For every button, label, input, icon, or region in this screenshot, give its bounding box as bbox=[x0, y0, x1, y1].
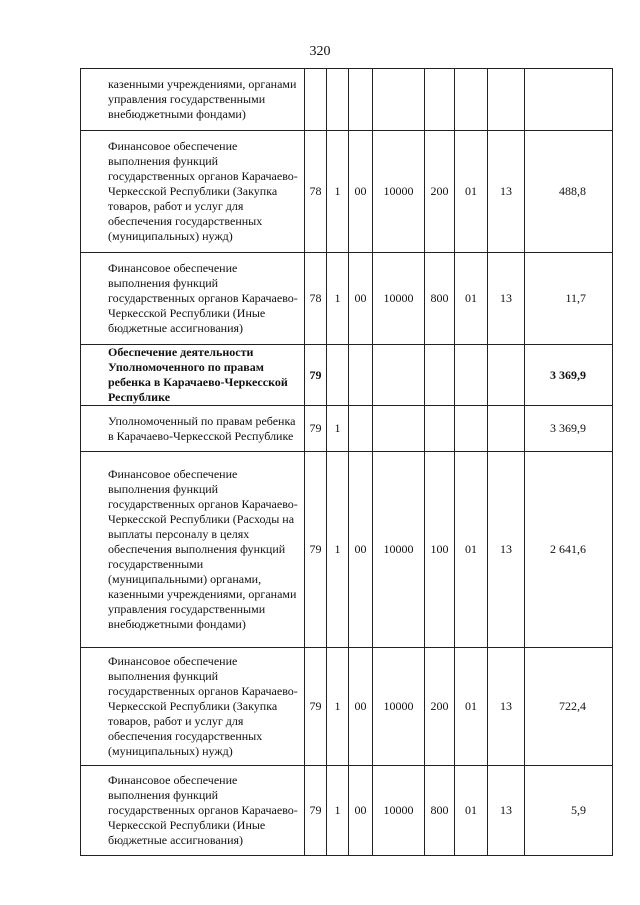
cell-name: Финансовое обеспечение выполнения функций государственных органов Карачаево-Черкесской Республики (Иные бюджетные ассигнования) bbox=[81, 766, 305, 856]
cell-cs: 10000 bbox=[373, 253, 425, 345]
cell-sub2: 00 bbox=[349, 766, 373, 856]
cell-cs bbox=[373, 345, 425, 406]
cell-cs: 10000 bbox=[373, 766, 425, 856]
cell-rz: 01 bbox=[455, 131, 488, 253]
table-row bbox=[81, 648, 613, 766]
cell-vr: 200 bbox=[425, 131, 455, 253]
cell-amount: 5,9 bbox=[525, 766, 613, 856]
cell-vr: 800 bbox=[425, 766, 455, 856]
cell-sub: 1 bbox=[327, 452, 349, 648]
cell-code: 78 bbox=[305, 131, 327, 253]
cell-pr: 13 bbox=[488, 253, 525, 345]
cell-sub bbox=[327, 345, 349, 406]
cell-code bbox=[305, 69, 327, 131]
cell-amount: 11,7 bbox=[525, 253, 613, 345]
table-row bbox=[81, 69, 613, 131]
cell-vr: 800 bbox=[425, 253, 455, 345]
cell-amount: 3 369,9 bbox=[525, 406, 613, 452]
cell-code: 79 bbox=[305, 345, 327, 406]
cell-pr bbox=[488, 345, 525, 406]
cell-sub2 bbox=[349, 69, 373, 131]
cell-vr bbox=[425, 345, 455, 406]
cell-rz: 01 bbox=[455, 648, 488, 766]
table-row bbox=[81, 766, 613, 856]
cell-name: казенными учреждениями, органами управления государственными внебюджетными фондами) bbox=[81, 69, 305, 131]
cell-amount bbox=[525, 69, 613, 131]
cell-sub2: 00 bbox=[349, 253, 373, 345]
cell-pr bbox=[488, 406, 525, 452]
cell-pr bbox=[488, 69, 525, 131]
cell-amount: 2 641,6 bbox=[525, 452, 613, 648]
table-row bbox=[81, 406, 613, 452]
cell-code: 79 bbox=[305, 406, 327, 452]
cell-sub2: 00 bbox=[349, 131, 373, 253]
cell-rz bbox=[455, 345, 488, 406]
cell-name: Обеспечение деятельности Уполномоченного по правам ребенка в Карачаево-Черкесской Республике bbox=[81, 345, 305, 406]
cell-sub: 1 bbox=[327, 131, 349, 253]
cell-sub: 1 bbox=[327, 253, 349, 345]
cell-vr bbox=[425, 406, 455, 452]
cell-vr: 200 bbox=[425, 648, 455, 766]
cell-pr: 13 bbox=[488, 766, 525, 856]
cell-cs bbox=[373, 69, 425, 131]
table-row bbox=[81, 131, 613, 253]
cell-sub2 bbox=[349, 406, 373, 452]
cell-cs bbox=[373, 406, 425, 452]
cell-rz bbox=[455, 69, 488, 131]
cell-name: Финансовое обеспечение выполнения функций государственных органов Карачаево-Черкесской Республики (Закупка товаров, работ и услуг для обеспечения государственных (муниципальных) нужд) bbox=[81, 131, 305, 253]
cell-rz: 01 bbox=[455, 766, 488, 856]
cell-name: Финансовое обеспечение выполнения функций государственных органов Карачаево-Черкесской Республики (Закупка товаров, работ и услуг для обеспечения государственных (муниципальных) нужд) bbox=[81, 648, 305, 766]
cell-cs: 10000 bbox=[373, 648, 425, 766]
cell-pr: 13 bbox=[488, 131, 525, 253]
cell-cs: 10000 bbox=[373, 131, 425, 253]
table-row bbox=[81, 345, 613, 406]
cell-sub: 1 bbox=[327, 766, 349, 856]
cell-amount: 3 369,9 bbox=[525, 345, 613, 406]
cell-sub bbox=[327, 69, 349, 131]
cell-vr bbox=[425, 69, 455, 131]
cell-name: Уполномоченный по правам ребенка в Карачаево-Черкесской Республике bbox=[81, 406, 305, 452]
cell-code: 79 bbox=[305, 766, 327, 856]
cell-pr: 13 bbox=[488, 648, 525, 766]
cell-code: 79 bbox=[305, 452, 327, 648]
cell-sub2 bbox=[349, 345, 373, 406]
cell-rz bbox=[455, 406, 488, 452]
cell-cs: 10000 bbox=[373, 452, 425, 648]
cell-name: Финансовое обеспечение выполнения функций государственных органов Карачаево-Черкесской Республики (Иные бюджетные ассигнования) bbox=[81, 253, 305, 345]
cell-sub2: 00 bbox=[349, 452, 373, 648]
page-number: 320 bbox=[309, 44, 331, 59]
cell-sub: 1 bbox=[327, 406, 349, 452]
cell-name: Финансовое обеспечение выполнения функций государственных органов Карачаево-Черкесской Республики (Расходы на выплаты персоналу в целях обеспечения выполнения функций государственными (муниципальными) органами, казенными учреждениями, органами управления государственными внебюджетными фондами) bbox=[81, 452, 305, 648]
cell-rz: 01 bbox=[455, 253, 488, 345]
cell-sub2: 00 bbox=[349, 648, 373, 766]
cell-sub: 1 bbox=[327, 648, 349, 766]
table-row bbox=[81, 452, 613, 648]
budget-table bbox=[80, 68, 613, 856]
table-row bbox=[81, 253, 613, 345]
cell-rz: 01 bbox=[455, 452, 488, 648]
cell-vr: 100 bbox=[425, 452, 455, 648]
cell-code: 79 bbox=[305, 648, 327, 766]
cell-amount: 488,8 bbox=[525, 131, 613, 253]
cell-pr: 13 bbox=[488, 452, 525, 648]
cell-amount: 722,4 bbox=[525, 648, 613, 766]
cell-code: 78 bbox=[305, 253, 327, 345]
